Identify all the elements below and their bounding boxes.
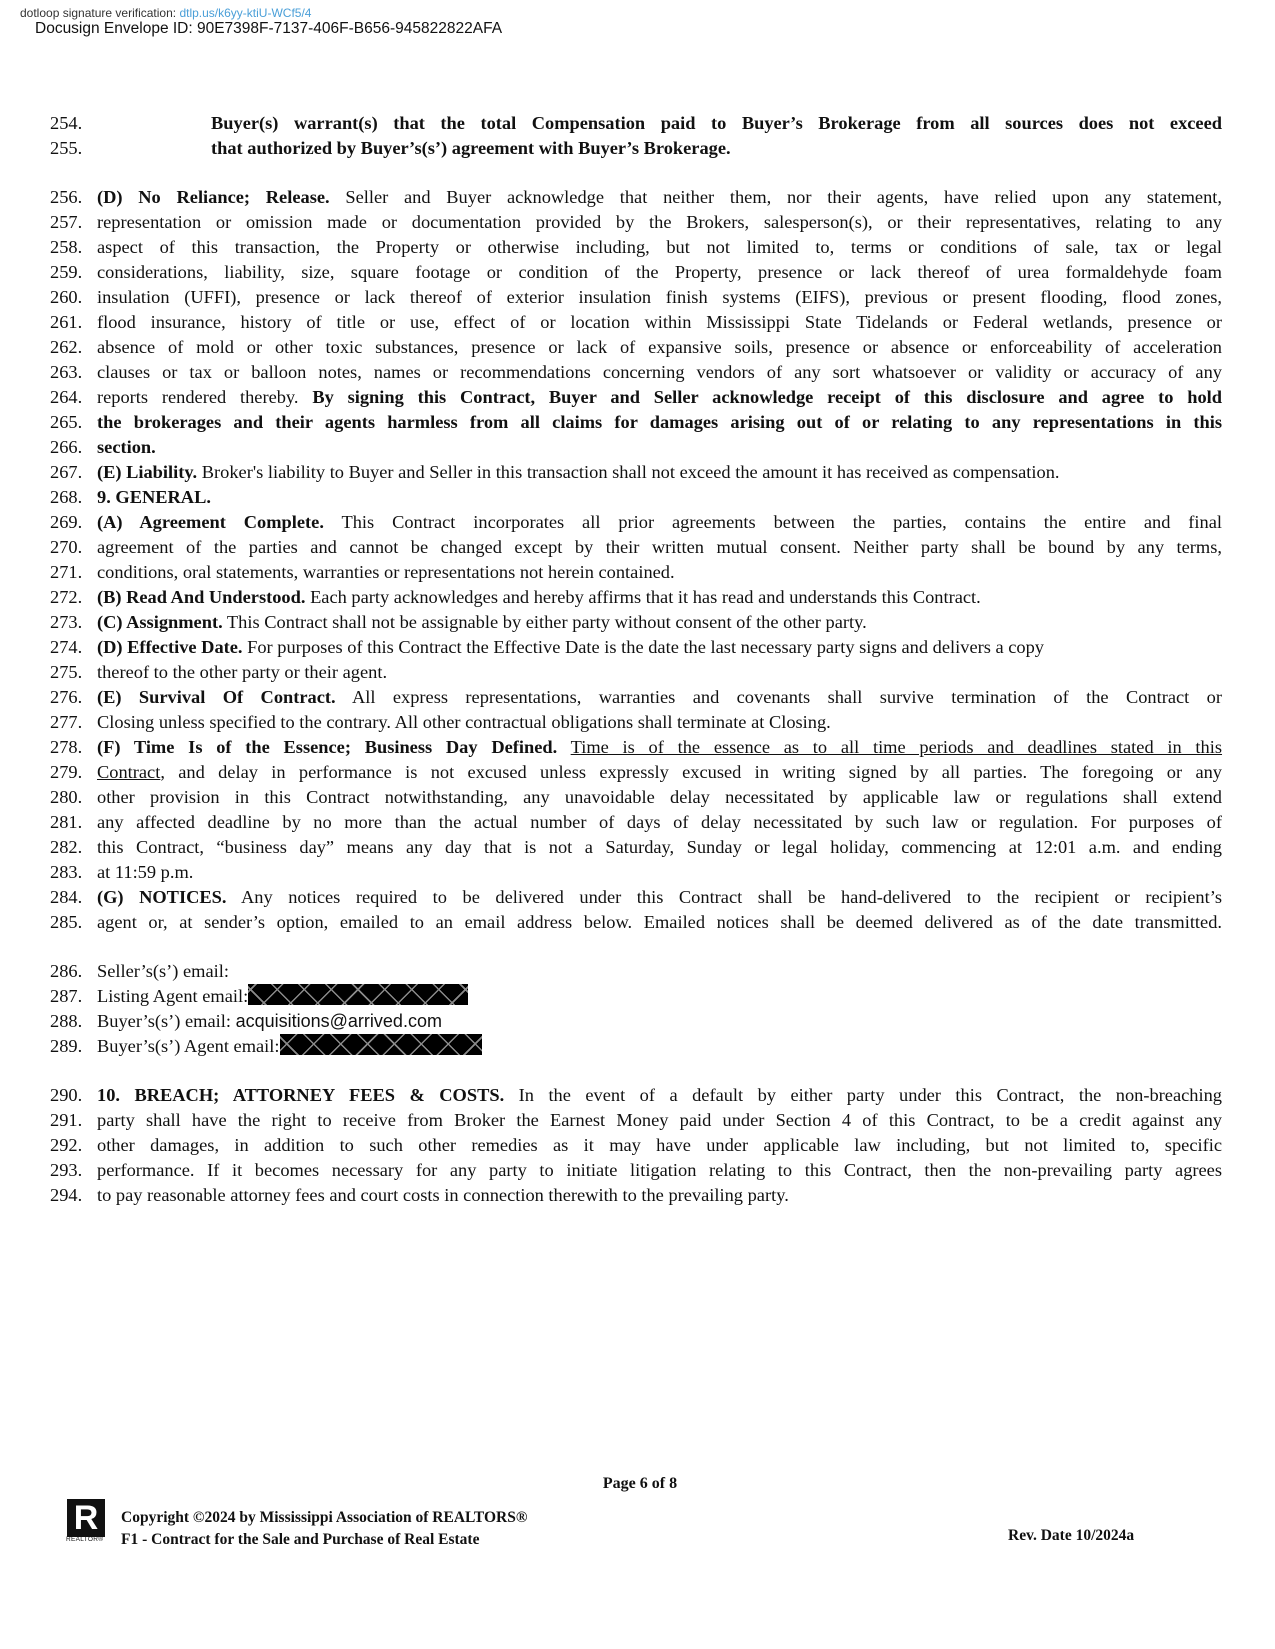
line-294: 294. to pay reasonable attorney fees and court costs in connection therewith to the prevailing party. <box>50 1185 789 1205</box>
line-284: 284. (G) NOTICES. Any notices required to be delivered under this Contract shall be hand-delivered to the recipient or recipient’s <box>50 887 1222 907</box>
revision-date: Rev. Date 10/2024a <box>1008 1527 1135 1544</box>
line-270: 270. agreement of the parties and cannot be changed except by their written mutual consent. Neither party shall be bound by any terms, <box>50 537 1222 557</box>
line-271: 271. conditions, oral statements, warranties or representations not herein contained. <box>50 562 675 582</box>
line-263: 263. clauses or tax or balloon notes, names or recommendations concerning vendors of any sort whatsoever or validity or accuracy of any <box>50 362 1222 382</box>
line-293: 293. performance. If it becomes necessary for any party to initiate litigation relating to this Contract, then the non-prevailing party agrees <box>50 1160 1222 1180</box>
line-290: 290. 10. BREACH; ATTORNEY FEES & COSTS. In the event of a default by either party under this Contract, the non-breaching <box>50 1085 1222 1105</box>
line-264: 264. reports rendered thereby. By signing this Contract, Buyer and Seller acknowledge receipt of this disclosure and agree to hold <box>50 387 1223 407</box>
contract-body <box>50 111 1222 1208</box>
line-265: 265. the brokerages and their agents harmless from all claims for damages arising out of or relating to any representations in this <box>50 412 1222 432</box>
line-282: 282. this Contract, “business day” means any day that is not a Saturday, Sunday or legal holiday, commencing at 12:01 a.m. and ending <box>50 837 1222 857</box>
line-279: 279. Contract, and delay in performance is not excused unless expressly excused in writing signed by all parties. The foregoing or any <box>50 762 1222 782</box>
line-258: 258. aspect of this transaction, the Property or otherwise including, but not limited to, terms or conditions of sale, tax or legal <box>50 237 1222 257</box>
line-261: 261. flood insurance, history of title or use, effect of or location within Mississippi State Tidelands or Federal wetlands, presence or <box>50 312 1222 332</box>
verification-label: dotloop signature verification: <box>20 6 177 20</box>
page-number: Page 6 of 8 <box>602 1475 678 1492</box>
form-title: F1 - Contract for the Sale and Purchase of Real Estate <box>121 1531 480 1548</box>
line-272: 272. (B) Read And Understood. Each party acknowledges and hereby affirms that it has read and understands this Contract. <box>50 587 981 607</box>
line-292: 292. other damages, in addition to such other remedies as it may have under applicable law including, but not limited to, specific <box>50 1135 1222 1155</box>
line-259: 259. considerations, liability, size, square footage or condition of the Property, presence or lack thereof of urea formaldehyde foam <box>50 262 1222 282</box>
line-278: 278. (F) Time Is of the Essence; Business Day Defined. Time is of the essence as to all time periods and deadlines stated in this <box>50 737 1223 757</box>
line-288: 288. Buyer’s(s’) email: acquisitions@arrived.com <box>50 1011 442 1031</box>
line-285: 285. agent or, at sender’s option, emailed to an email address below. Emailed notices shall be deemed delivered as of the date transmitted. <box>50 912 1222 932</box>
realtor-logo-icon: R REALTOR® <box>66 1499 104 1543</box>
line-267: 267. (E) Liability. Broker's liability to Buyer and Seller in this transaction shall not exceed the amount it has received as compensation. <box>50 462 1060 482</box>
line-281: 281. any affected deadline by no more than the actual number of days of delay necessitated by such law or regulation. For purposes of <box>50 812 1222 832</box>
line-269: 269. (A) Agreement Complete. This Contract incorporates all prior agreements between the parties, contains the entire and final <box>50 512 1223 532</box>
line-257: 257. representation or omission made or documentation provided by the Brokers, salesperson(s), or their representatives, relating to any <box>50 212 1222 232</box>
line-254: 254. Buyer(s) warrant(s) that the total Compensation paid to Buyer’s Brokerage from all sources does not exceed <box>50 113 1222 133</box>
line-268: 268. 9. GENERAL. <box>50 487 211 507</box>
redacted-listing-agent-email <box>248 984 468 1005</box>
line-289: 289. Buyer’s(s’) Agent email: <box>50 1034 1222 1059</box>
docusign-envelope-id: Docusign Envelope ID: 90E7398F-7137-406F-B656-945822822AFA <box>35 20 503 37</box>
line-287: 287. Listing Agent email: <box>50 984 1222 1009</box>
verification-link[interactable]: dtlp.us/k6yy-ktiU-WCf5/4 <box>179 6 312 20</box>
listing-agent-email-label: Listing Agent email: <box>97 986 249 1006</box>
line-291: 291. party shall have the right to receive from Broker the Earnest Money paid under Section 4 of this Contract, to be a credit against any <box>50 1110 1222 1130</box>
dotloop-verification <box>20 6 311 20</box>
copyright-notice: Copyright ©2024 by Mississippi Association of REALTORS® <box>121 1509 528 1526</box>
buyer-email-label: Buyer’s(s’) email: <box>97 1011 231 1031</box>
line-276: 276. (E) Survival Of Contract. All express representations, warranties and covenants shall survive termination of the Contract or <box>50 687 1222 707</box>
line-277: 277. Closing unless specified to the contrary. All other contractual obligations shall terminate at Closing. <box>50 712 831 732</box>
line-280: 280. other provision in this Contract notwithstanding, any unavoidable delay necessitated by applicable law or regulations shall extend <box>50 787 1222 807</box>
line-283: 283. at 11:59 p.m. <box>50 862 194 882</box>
buyer-email-field[interactable]: acquisitions@arrived.com <box>235 1011 442 1031</box>
line-286: 286. Seller’s(s’) email: <box>50 959 1222 984</box>
line-275: 275. thereof to the other party or their agent. <box>50 662 388 682</box>
line-256: 256. (D) No Reliance; Release. Seller and Buyer acknowledge that neither them, nor their agents, have relied upon any statement, <box>50 187 1222 207</box>
redacted-buyer-agent-email <box>280 1034 482 1055</box>
line-260: 260. insulation (UFFI), presence or lack thereof of exterior insulation finish systems (EIFS), previous or present flooding, flood zones, <box>50 287 1222 307</box>
buyer-agent-email-label: Buyer’s(s’) Agent email: <box>97 1036 280 1056</box>
line-255: 255. that authorized by Buyer’s(s’) agreement with Buyer’s Brokerage. <box>50 138 731 158</box>
line-273: 273. (C) Assignment. This Contract shall not be assignable by either party without consent of the other party. <box>50 612 867 632</box>
line-262: 262. absence of mold or other toxic substances, presence or lack of expansive soils, presence or absence or enforceability of acceleration <box>50 337 1222 357</box>
line-274: 274. (D) Effective Date. For purposes of this Contract the Effective Date is the date the last necessary party signs and delivers a copy <box>50 637 1044 657</box>
line-266: 266. section. <box>50 437 156 457</box>
seller-email-label: Seller’s(s’) email: <box>97 961 229 981</box>
